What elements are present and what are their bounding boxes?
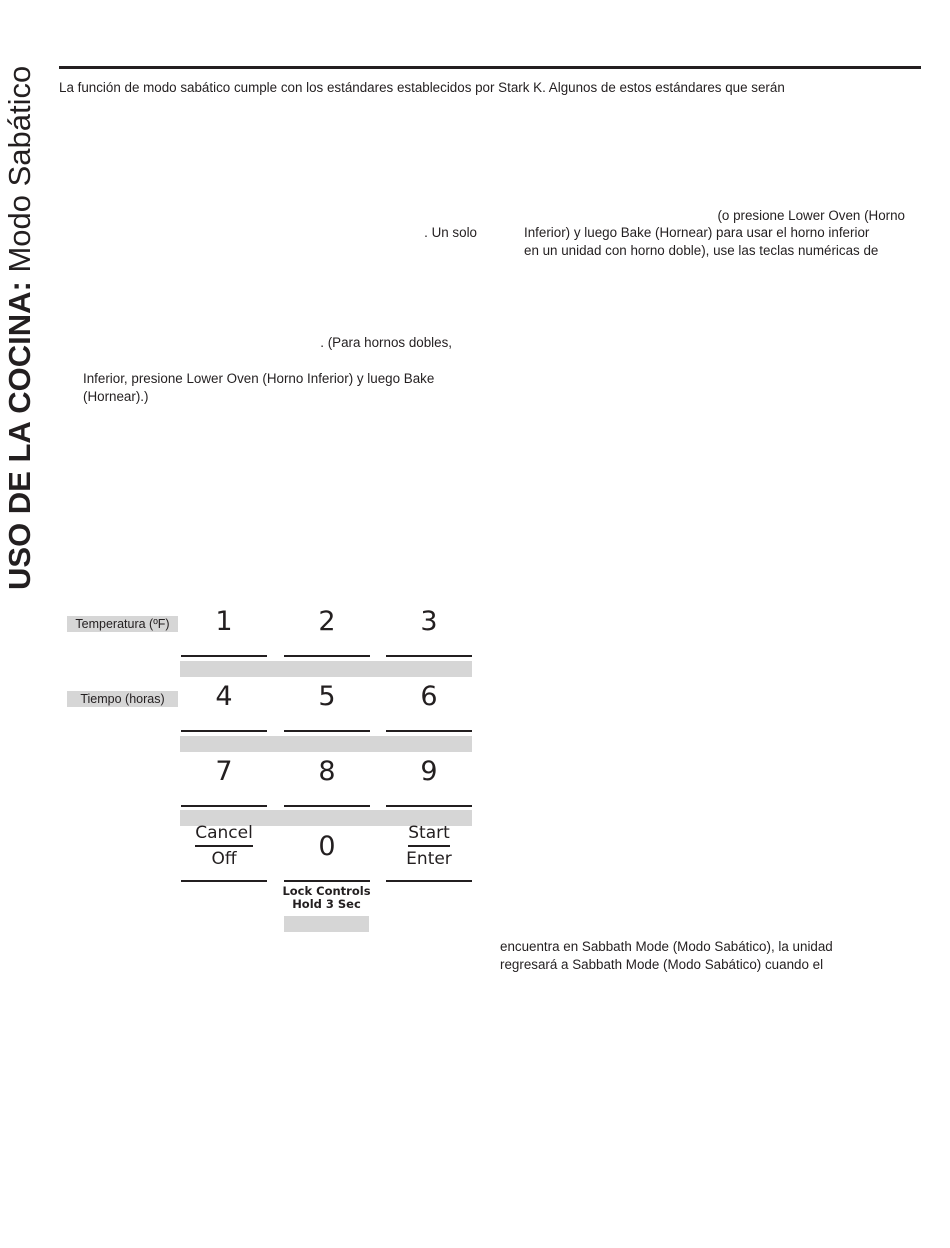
left-col-line: . Un solo [424,225,477,240]
intro-paragraph: La función de modo sabático cumple con los estándares establecidos por Stark K. Algunos de estos estándares que serán [59,80,785,95]
off-label: Off [211,849,237,869]
right-col-line: encuentra en Sabbath Mode (Modo Sabático), la unidad [500,939,833,954]
section-title-light: Modo Sabático [2,65,37,282]
key-6[interactable]: 6 [386,662,472,732]
key-8[interactable]: 8 [284,737,370,807]
lock-controls-label [270,885,383,911]
key-9[interactable]: 9 [386,737,472,807]
key-3[interactable]: 3 [386,587,472,657]
right-col-line: regresará a Sabbath Mode (Modo Sabático) cuando el [500,957,824,972]
right-col-line: (o presione Lower Oven (Horno [717,208,905,223]
hold-seconds-line: Hold 3 Sec [292,897,361,911]
page-section-title [2,66,38,590]
temperature-label: Temperatura (ºF) [67,616,178,632]
lock-highlight-bar [284,916,369,932]
right-col-line: Inferior) y luego Bake (Hornear) para usar el horno inferior [524,225,870,240]
start-enter-key[interactable] [386,812,472,882]
enter-label: Enter [406,849,452,869]
lock-controls-line: Lock Controls [282,884,371,898]
key-0[interactable]: 0 [284,812,370,882]
key-7[interactable]: 7 [181,737,267,807]
left-col-line: . (Para hornos dobles, [320,335,452,350]
start-label: Start [408,822,450,847]
key-5[interactable]: 5 [284,662,370,732]
header-rule [59,66,921,69]
time-label: Tiempo (horas) [67,691,178,707]
right-col-line: en un unidad con horno doble), use las teclas numéricas de [524,243,879,258]
key-2[interactable]: 2 [284,587,370,657]
left-col-line: (Hornear).) [83,389,149,404]
cancel-label: Cancel [195,822,253,847]
cancel-off-key[interactable] [181,812,267,882]
section-title-bold: USO DE LA COCINA: [2,281,37,590]
key-1[interactable]: 1 [181,587,267,657]
key-4[interactable]: 4 [181,662,267,732]
left-col-line: Inferior, presione Lower Oven (Horno Inferior) y luego Bake [83,371,435,386]
